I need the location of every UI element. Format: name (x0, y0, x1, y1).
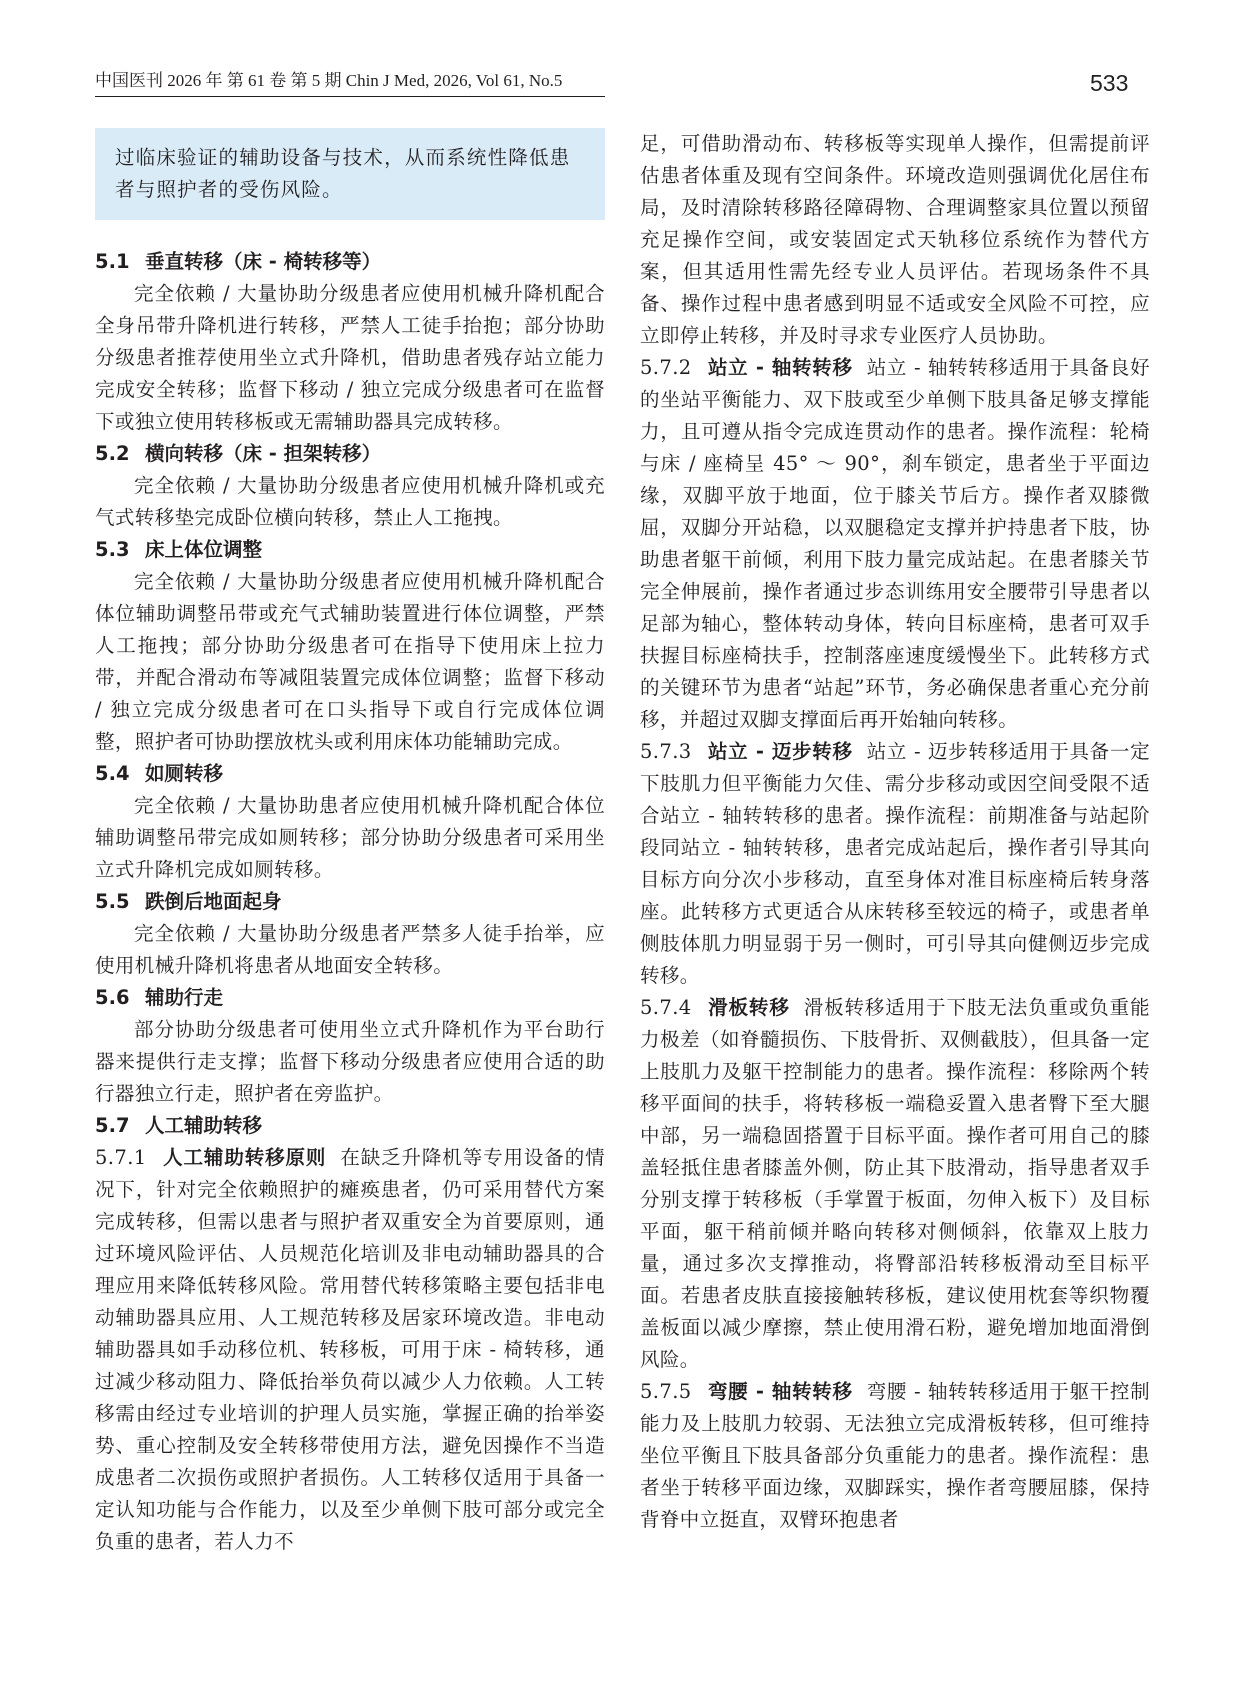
section-number: 5.2 (95, 442, 130, 465)
subsection-number: 5.7.2 (640, 356, 692, 379)
section-title: 横向转移（床 - 担架转移） (145, 442, 382, 465)
subsection-body: 站立 - 迈步转移适用于具备一定下肢肌力但平衡能力欠佳、需分步移动或因空间受限不适合站立 - 轴转转移的患者。操作流程：前期准备与站起阶段同站立 - 轴转转移，患者完成站起后，操作者引导其向目标方向分次小步移动，直至身体对准目标座椅后转身落座。此转移方式更适合从床转移至较远的椅子，或患者单侧肢体肌力明显弱于另一侧时，可引导其向健侧迈步完成转移。 (640, 740, 1150, 987)
section-number: 5.7 (95, 1114, 130, 1137)
section-body-5-3: 完全依赖 / 大量协助分级患者应使用机械升降机配合体位辅助调整吊带或充气式辅助装置进行体位调整，严禁人工拖拽；部分协助分级患者可在指导下使用床上拉力带，并配合滑动布等减阻装置完成体位调整；监督下移动 / 独立完成分级患者可在口头指导下或自行完成体位调整，照护者可协助摆放枕头或利用床体功能辅助完成。 (95, 570, 605, 753)
section-body-5-1: 完全依赖 / 大量协助分级患者应使用机械升降机配合全身吊带升降机进行转移，严禁人工徒手抬抱；部分协助分级患者推荐使用坐立式升降机，借助患者残存站立能力完成安全转移；监督下移动 / 独立完成分级患者可在监督下或独立使用转移板或无需辅助器具完成转移。 (95, 282, 605, 433)
section-heading-5-2 (95, 438, 605, 470)
section-heading-5-7 (95, 1110, 605, 1142)
section-title: 床上体位调整 (145, 538, 263, 561)
left-column (95, 128, 605, 1558)
section-number: 5.5 (95, 890, 130, 913)
page-number: 533 (1090, 70, 1129, 96)
subsection-title: 站立 - 轴转转移 (707, 356, 853, 379)
subsection-title: 滑板转移 (707, 996, 790, 1019)
section-title: 垂直转移（床 - 椅转移等） (145, 250, 382, 273)
highlight-text: 过临床验证的辅助设备与技术，从而系统性降低患者与照护者的受伤风险。 (115, 146, 571, 201)
subsection-5-7-3 (640, 736, 1150, 992)
section-body-5-4: 完全依赖 / 大量协助患者应使用机械升降机配合体位辅助调整吊带完成如厕转移；部分协助分级患者可采用坐立式升降机完成如厕转移。 (95, 794, 605, 881)
subsection-body: 弯腰 - 轴转转移适用于躯干控制能力及上肢肌力较弱、无法独立完成滑板转移，但可维持坐位平衡且下肢具备部分负重能力的患者。操作流程：患者坐于转移平面边缘，双脚踩实，操作者弯腰屈膝，保持背脊中立挺直，双臂环抱患者 (640, 1380, 1150, 1531)
subsection-number: 5.7.4 (640, 996, 692, 1019)
section-heading-5-3 (95, 534, 605, 566)
section-title: 跌倒后地面起身 (145, 890, 282, 913)
subsection-body: 滑板转移适用于下肢无法负重或负重能力极差（如脊髓损伤、下肢骨折、双侧截肢），但具备一定上肢肌力及躯干控制能力的患者。操作流程：移除两个转移平面间的扶手，将转移板一端稳妥置入患者臀下至大腿中部，另一端稳固搭置于目标平面。操作者可用自己的膝盖轻抵住患者膝盖外侧，防止其下肢滑动，指导患者双手分别支撑于转移板（手掌置于板面，勿伸入板下）及目标平面，躯干稍前倾并略向转移对侧倾斜，依靠双上肢力量，通过多次支撑推动，将臀部沿转移板滑动至目标平面。若患者皮肤直接接触转移板，建议使用枕套等织物覆盖板面以减少摩擦，禁止使用滑石粉，避免增加地面滑倒风险。 (640, 996, 1150, 1371)
subsection-5-7-2 (640, 352, 1150, 736)
section-heading-5-1 (95, 246, 605, 278)
section-title: 人工辅助转移 (145, 1114, 263, 1137)
subsection-title: 人工辅助转移原则 (162, 1146, 327, 1169)
highlight-box (95, 128, 605, 220)
subsection-title: 站立 - 迈步转移 (707, 740, 853, 763)
section-number: 5.6 (95, 986, 130, 1009)
subsection-5-7-1 (95, 1142, 605, 1558)
subsection-title: 弯腰 - 轴转转移 (707, 1380, 853, 1403)
subsection-number: 5.7.1 (95, 1146, 147, 1169)
section-body-5-2: 完全依赖 / 大量协助分级患者应使用机械升降机或充气式转移垫完成卧位横向转移，禁止人工拖拽。 (95, 474, 605, 529)
subsection-number: 5.7.5 (640, 1380, 692, 1403)
subsection-body: 站立 - 轴转转移适用于具备良好的坐站平衡能力、双下肢或至少单侧下肢具备足够支撑能力，且可遵从指令完成连贯动作的患者。操作流程：轮椅与床 / 座椅呈 45° ～ 90°，刹车锁定，患者坐于平面边缘，双脚平放于地面，位于膝关节后方。操作者双膝微屈，双脚分开站稳，以双腿稳定支撑并护持患者下肢，协助患者躯干前倾，利用下肢力量完成站起。在患者膝关节完全伸展前，操作者通过步态训练用安全腰带引导患者以足部为轴心，整体转动身体，转向目标座椅，患者可双手扶握目标座椅扶手，控制落座速度缓慢坐下。此转移方式的关键环节为患者“站起”环节，务必确保患者重心充分前移，并超过双脚支撑面后再开始轴向转移。 (640, 356, 1150, 731)
running-head: 中国医刊 2026 年 第 61 卷 第 5 期 Chin J Med, 2026, Vol 61, No.5 (95, 70, 605, 97)
section-heading-5-6 (95, 982, 605, 1014)
continued-paragraph: 足，可借助滑动布、转移板等实现单人操作，但需提前评估患者体重及现有空间条件。环境改造则强调优化居住布局，及时清除转移路径障碍物、合理调整家具位置以预留充足操作空间，或安装固定式天轨移位系统作为替代方案，但其适用性需先经专业人员评估。若现场条件不具备、操作过程中患者感到明显不适或安全风险不可控，应立即停止转移，并及时寻求专业医疗人员协助。 (640, 132, 1150, 347)
section-heading-5-5 (95, 886, 605, 918)
subsection-number: 5.7.3 (640, 740, 692, 763)
section-number: 5.4 (95, 762, 130, 785)
right-column (640, 128, 1150, 1536)
section-number: 5.1 (95, 250, 130, 273)
section-body-5-6: 部分协助分级患者可使用坐立式升降机作为平台助行器来提供行走支撑；监督下移动分级患者应使用合适的助行器独立行走，照护者在旁监护。 (95, 1018, 605, 1105)
subsection-body: 在缺乏升降机等专用设备的情况下，针对完全依赖照护的瘫痪患者，仍可采用替代方案完成转移，但需以患者与照护者双重安全为首要原则，通过环境风险评估、人员规范化培训及非电动辅助器具的合理应用来降低转移风险。常用替代转移策略主要包括非电动辅助器具应用、人工规范转移及居家环境改造。非电动辅助器具如手动移位机、转移板，可用于床 - 椅转移，通过减少移动阻力、降低抬举负荷以减少人力依赖。人工转移需由经过专业培训的护理人员实施，掌握正确的抬举姿势、重心控制及安全转移带使用方法，避免因操作不当造成患者二次损伤或照护者损伤。人工转移仅适用于具备一定认知功能与合作能力，以及至少单侧下肢可部分或完全负重的患者，若人力不 (95, 1146, 605, 1553)
section-heading-5-4 (95, 758, 605, 790)
section-body-5-5: 完全依赖 / 大量协助分级患者严禁多人徒手抬举，应使用机械升降机将患者从地面安全转移。 (95, 922, 605, 977)
section-title: 辅助行走 (145, 986, 224, 1009)
subsection-5-7-4 (640, 992, 1150, 1376)
section-number: 5.3 (95, 538, 130, 561)
subsection-5-7-5 (640, 1376, 1150, 1536)
section-title: 如厕转移 (145, 762, 224, 785)
